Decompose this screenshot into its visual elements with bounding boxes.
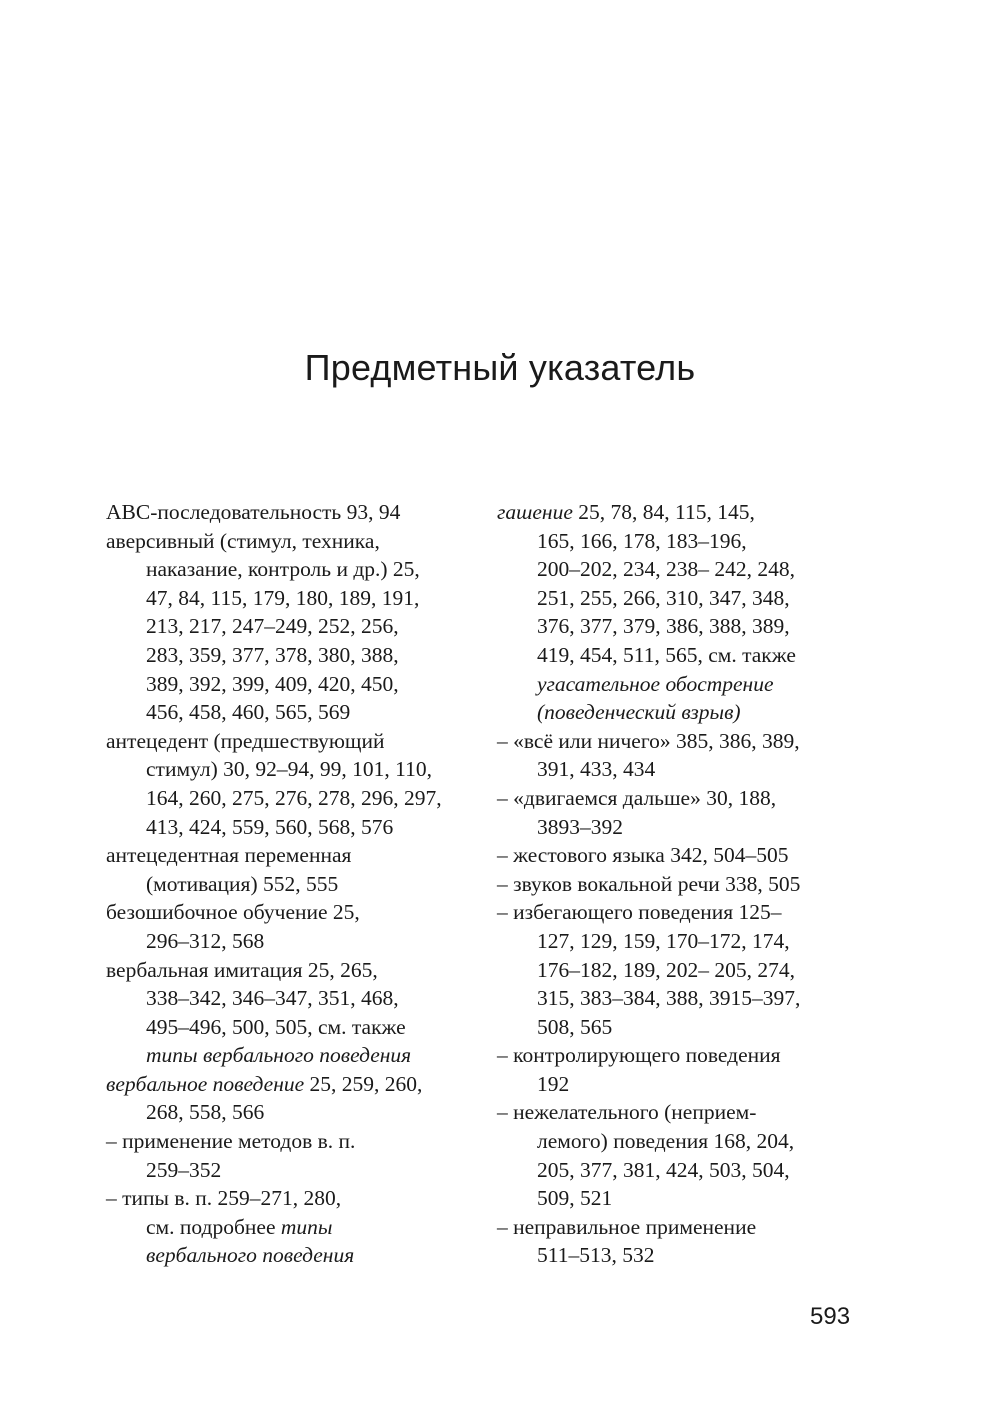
index-entry-text: (поведенческий взрыв): [537, 700, 741, 725]
index-entry-text: наказание, контроль и др.) 25,: [146, 557, 420, 582]
index-entry-text: 165, 166, 178, 183–196,: [537, 528, 747, 553]
index-entry-line: [497, 1184, 877, 1213]
index-entry-text: – «всё или ничего» 385, 386, 389,: [497, 728, 800, 753]
index-entry-line: [106, 984, 486, 1013]
index-entry-text: 205, 377, 381, 424, 503, 504,: [537, 1157, 790, 1182]
index-entry-text-rest: типы: [280, 1214, 333, 1239]
index-entry-line: [106, 555, 486, 584]
index-entry-text: – звуков вокальной речи 338, 505: [497, 871, 801, 896]
index-entry-line: [106, 612, 486, 641]
index-entry-line: [106, 1156, 486, 1185]
index-entry-line: [497, 1098, 877, 1127]
index-column-right: [497, 498, 877, 1270]
index-entry-line: [497, 1127, 877, 1156]
index-entry-text: 251, 255, 266, 310, 347, 348,: [537, 585, 790, 610]
index-entry-text: 213, 217, 247–249, 252, 256,: [146, 614, 399, 639]
index-entry-line: [497, 612, 877, 641]
index-entry-text: – типы в. п. 259–271, 280,: [106, 1186, 342, 1211]
index-entry-text: 376, 377, 379, 386, 388, 389,: [537, 614, 790, 639]
index-entry-text: 268, 558, 566: [146, 1100, 265, 1125]
index-entry-text: 509, 521: [537, 1186, 613, 1211]
index-entry-line: [106, 927, 486, 956]
page-number: 593: [810, 1303, 851, 1330]
index-entry-line: [497, 641, 877, 670]
index-entry-text-rest: 25, 259, 260,: [304, 1071, 423, 1096]
index-entry-line: [497, 1013, 877, 1042]
index-entry-text: антецедент (предшествующий: [106, 728, 385, 753]
index-entry-text: 164, 260, 275, 276, 278, 296, 297,: [146, 785, 442, 810]
index-entry-line: [497, 1241, 877, 1270]
index-entry-line: [497, 1070, 877, 1099]
index-entry-text: – избегающего поведения 125–: [497, 900, 782, 925]
index-entry-text: (мотивация) 552, 555: [146, 871, 339, 896]
index-entry-line: [497, 1213, 877, 1242]
index-entry-line: [497, 584, 877, 613]
index-entry-line: [106, 841, 486, 870]
index-entry-text: 200–202, 234, 238– 242, 248,: [537, 557, 795, 582]
index-entry-text: лемого) поведения 168, 204,: [537, 1129, 795, 1154]
index-entry-text: безошибочное обучение 25,: [106, 900, 360, 925]
index-entry-line: [106, 813, 486, 842]
index-entry-text: гашение: [497, 500, 573, 524]
index-entry-line: [497, 527, 877, 556]
index-entry-text: вербальная имитация 25, 265,: [106, 957, 378, 982]
index-entry-text: – нежелательного (неприем-: [497, 1100, 757, 1125]
index-entry-line: [106, 784, 486, 813]
index-entry-line: [106, 898, 486, 927]
index-entry-line: [497, 956, 877, 985]
index-entry-text: антецедентная переменная: [106, 843, 352, 868]
index-entry-text: 283, 359, 377, 378, 380, 388,: [146, 642, 399, 667]
index-entry-line: [497, 498, 877, 527]
index-entry-line: [106, 956, 486, 985]
index-entry-text: 127, 129, 159, 170–172, 174,: [537, 928, 790, 953]
index-entry-text: 47, 84, 115, 179, 180, 189, 191,: [146, 585, 420, 610]
index-entry-line: [106, 1184, 486, 1213]
index-entry-line: [106, 1213, 486, 1242]
index-entry-text: вербальное поведение: [106, 1071, 305, 1096]
index-entry-line: [106, 498, 486, 527]
page-title: Предметный указатель: [304, 347, 696, 388]
index-entry-line: [106, 670, 486, 699]
index-entry-text: 495–496, 500, 505, см. также: [146, 1014, 406, 1039]
index-entry-line: [497, 555, 877, 584]
index-entry-line: [497, 784, 877, 813]
index-entry-line: [106, 727, 486, 756]
index-entry-text: – применение методов в. п.: [106, 1129, 356, 1154]
index-entry-line: [106, 1070, 486, 1099]
index-entry-line: [497, 898, 877, 927]
index-entry-text: 315, 383–384, 388, 3915–397,: [537, 986, 801, 1011]
index-entry-text: 192: [537, 1071, 570, 1096]
index-entry-text: угасательное обострение: [537, 671, 774, 696]
index-entry-text: вербального поведения: [146, 1243, 355, 1268]
index-entry-line: [497, 870, 877, 899]
index-entry-line: [497, 927, 877, 956]
index-entry-text: 391, 433, 434: [537, 757, 656, 782]
index-column-left: [106, 498, 486, 1270]
index-entry-text: 511–513, 532: [537, 1243, 655, 1268]
index-entry-text: ABC-последовательность 93, 94: [106, 500, 401, 524]
index-entry-text: стимул) 30, 92–94, 99, 101, 110,: [146, 757, 432, 782]
index-entry-text: 389, 392, 399, 409, 420, 450,: [146, 671, 399, 696]
index-entry-text: 413, 424, 559, 560, 568, 576: [146, 814, 394, 839]
index-entry-line: [497, 1041, 877, 1070]
index-entry-text: 259–352: [146, 1157, 222, 1182]
index-entry-line: [497, 984, 877, 1013]
index-entry-line: [106, 870, 486, 899]
index-entry-text: – неправильное применение: [497, 1214, 757, 1239]
index-entry-line: [106, 1098, 486, 1127]
index-entry-line: [497, 670, 877, 699]
index-entry-line: [106, 584, 486, 613]
index-entry-line: [106, 527, 486, 556]
index-entry-text: типы вербального поведения: [146, 1043, 412, 1068]
index-entry-text: 176–182, 189, 202– 205, 274,: [537, 957, 795, 982]
index-entry-text: 296–312, 568: [146, 928, 265, 953]
index-entry-line: [106, 1041, 486, 1070]
index-entry-text: – «двигаемся дальше» 30, 188,: [497, 785, 777, 810]
index-entry-text-rest: 25, 78, 84, 115, 145,: [572, 500, 755, 524]
index-entry-text: см. подробнее: [146, 1214, 281, 1239]
index-entry-line: [497, 813, 877, 842]
index-entry-text: аверсивный (стимул, техника,: [106, 528, 380, 553]
index-entry-line: [497, 727, 877, 756]
index-entry-line: [106, 641, 486, 670]
index-entry-text: – жестового языка 342, 504–505: [497, 843, 789, 868]
index-entry-text: 456, 458, 460, 565, 569: [146, 700, 351, 725]
index-entry-text: 338–342, 346–347, 351, 468,: [146, 986, 399, 1011]
index-entry-line: [106, 1241, 486, 1270]
index-entry-text: 508, 565: [537, 1014, 613, 1039]
index-entry-text: 3893–392: [537, 814, 623, 839]
index-entry-line: [106, 755, 486, 784]
index-entry-line: [106, 698, 486, 727]
index-entry-text: 419, 454, 511, 565, см. также: [537, 642, 796, 667]
index-entry-line: [497, 755, 877, 784]
index-entry-text: – контролирующего поведения: [497, 1043, 781, 1068]
index-entry-line: [106, 1127, 486, 1156]
index-entry-line: [497, 841, 877, 870]
index-entry-line: [497, 1156, 877, 1185]
index-entry-line: [106, 1013, 486, 1042]
index-entry-line: [497, 698, 877, 727]
